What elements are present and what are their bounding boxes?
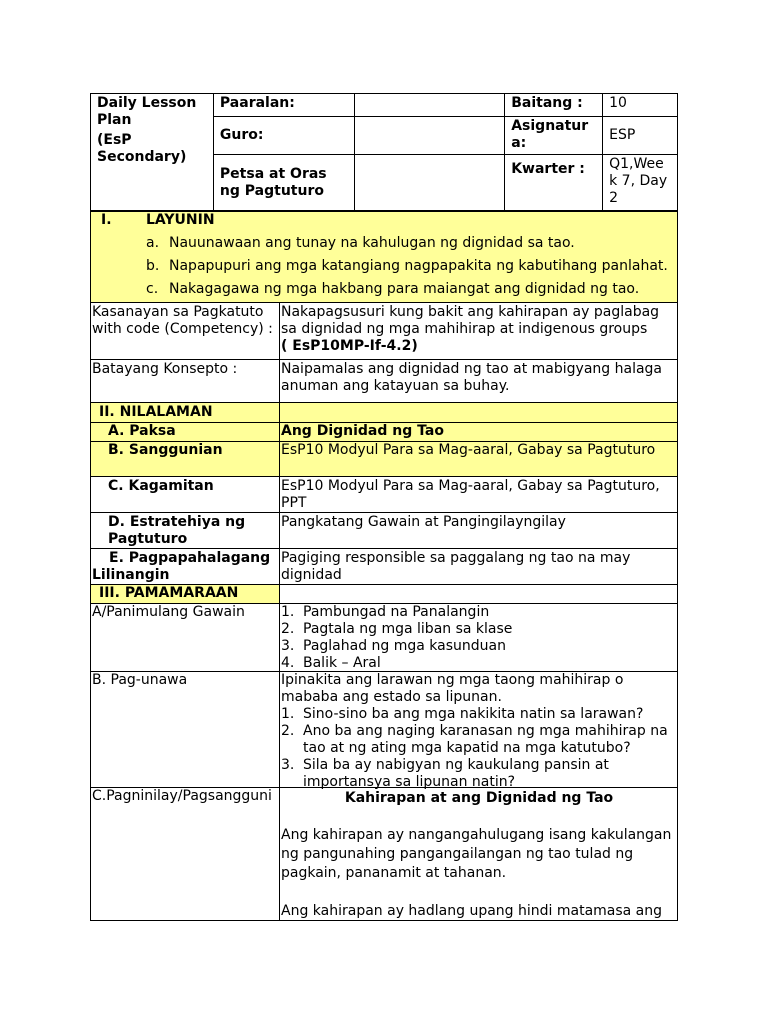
list-item: 3. Sila ba ay nabigyan ng kaukulang pansin at importansya sa lipunan natin? xyxy=(281,757,609,790)
competency-row xyxy=(90,303,678,360)
estratehiya-value: Pangkatang Gawain at Pangingilayngilay xyxy=(281,514,566,530)
panimula-cell xyxy=(280,604,677,671)
list-item: 3. Paglahad ng mga kasunduan xyxy=(281,638,506,654)
baitang-label: Baitang : xyxy=(505,94,603,117)
sanggunian-value: EsP10 Modyul Para sa Mag-aaral, Gabay sa Pagtuturo xyxy=(281,442,656,458)
pamamaraan-heading: III. PAMAMARAAN xyxy=(91,585,280,603)
pagpapahalaga-label: E. Pagpapahalagang Lilinangin xyxy=(91,549,280,584)
competency-code: ( EsP10MP-If-4.2) xyxy=(281,338,418,354)
sanggunian-row xyxy=(90,442,678,477)
kwarter-label: Kwarter : xyxy=(505,155,603,211)
kagamitan-row xyxy=(90,477,678,513)
pagninilay-row xyxy=(90,788,678,921)
guro-label: Guro: xyxy=(213,117,354,155)
guro-value xyxy=(354,117,504,155)
petsa-value xyxy=(354,155,504,211)
batayang-row xyxy=(90,360,678,403)
competency-text: Nakapagsusuri kung bakit ang kahirapan ay paglabag sa dignidad ng mga mahihirap at indigenous groups xyxy=(281,304,660,337)
petsa-label: Petsa at Oras ng Pagtuturo xyxy=(213,155,354,211)
pamamaraan-heading-row xyxy=(90,585,678,604)
list-item: 2. Pagtala ng mga liban sa klase xyxy=(281,621,513,637)
layunin-section xyxy=(90,211,678,303)
pagninilay-cell xyxy=(280,788,677,920)
pagninilay-title: Kahirapan at ang Dignidad ng Tao xyxy=(344,790,614,806)
pagunawa-label: B. Pag-unawa xyxy=(91,672,280,787)
pagunawa-row xyxy=(90,672,678,788)
paaralan-label: Paaralan: xyxy=(213,94,354,117)
pagunawa-list xyxy=(281,706,677,791)
lesson-plan-title-cell xyxy=(91,94,214,211)
panimula-list xyxy=(281,604,677,672)
nilalaman-heading-row xyxy=(90,403,678,423)
batayang-label: Batayang Konsepto : xyxy=(91,360,280,402)
list-item: 1. Pambungad na Panalangin xyxy=(281,604,490,620)
lesson-plan-subtitle: (EsP Secondary) xyxy=(97,132,187,165)
lesson-plan-title: Daily Lesson Plan xyxy=(97,95,197,128)
asignatura-label: Asignatura: xyxy=(505,117,603,155)
paaralan-value xyxy=(354,94,504,117)
competency-label: Kasanayan sa Pagkatuto with code (Competency) : xyxy=(91,303,280,359)
paksa-value: Ang Dignidad ng Tao xyxy=(281,423,444,439)
pagninilay-paragraph: Ang kahirapan ay hadlang upang hindi matamasa ang xyxy=(281,903,663,919)
pagninilay-label: C.Pagninilay/Pagsangguni xyxy=(91,788,280,920)
panimula-row xyxy=(90,604,678,672)
layunin-numeral: I. xyxy=(101,212,112,228)
panimula-label: A/Panimulang Gawain xyxy=(91,604,280,671)
kwarter-value: Q1,Week 7, Day 2 xyxy=(603,155,678,211)
list-item: b. Napapupuri ang mga katangiang nagpapakita ng kabutihang panlahat. xyxy=(146,258,668,274)
list-item: 2. Ano ba ang naging karanasan ng mga mahihirap na tao at ng ating mga kapatid na mga katutubo? xyxy=(281,723,668,756)
competency-cell xyxy=(280,303,677,359)
pagninilay-paragraph: Ang kahirapan ay nangangahulugang isang kakulangan ng pangunahing pangangailangan ng tao tulad ng pagkain, pananamit at tahanan. xyxy=(281,827,672,881)
baitang-value: 10 xyxy=(603,94,678,117)
pagpapahalaga-value: Pagiging responsible sa paggalang ng tao na may dignidad xyxy=(281,550,631,583)
asignatura-value: ESP xyxy=(603,117,678,155)
layunin-list xyxy=(91,232,677,301)
pagpapahalaga-row xyxy=(90,549,678,585)
list-item: 4. Balik – Aral xyxy=(281,655,381,671)
estratehiya-row xyxy=(90,513,678,549)
sanggunian-label: B. Sanggunian xyxy=(91,442,280,476)
kagamitan-label: C. Kagamitan xyxy=(91,477,280,512)
list-item: 1. Sino-sino ba ang mga nakikita natin sa larawan? xyxy=(281,706,644,722)
layunin-heading: LAYUNIN xyxy=(146,212,215,228)
list-item: a. Nauunawaan ang tunay na kahulugan ng dignidad sa tao. xyxy=(146,235,575,251)
list-item: c. Nakagagawa ng mga hakbang para maiangat ang dignidad ng tao. xyxy=(146,281,640,297)
nilalaman-heading: II. NILALAMAN xyxy=(91,403,280,422)
paksa-label: A. Paksa xyxy=(91,423,280,441)
pagunawa-cell xyxy=(280,672,677,790)
batayang-text: Naipamalas ang dignidad ng tao at mabigyang halaga anuman ang katayuan sa buhay. xyxy=(281,361,663,394)
pagunawa-intro: Ipinakita ang larawan ng mga taong mahihirap o mababa ang estado sa lipunan. xyxy=(281,672,624,705)
header-table xyxy=(90,93,678,211)
estratehiya-label: D. Estratehiya ng Pagtuturo xyxy=(91,513,280,548)
kagamitan-value: EsP10 Modyul Para sa Mag-aaral, Gabay sa Pagtuturo, PPT xyxy=(281,478,660,511)
paksa-row xyxy=(90,423,678,442)
